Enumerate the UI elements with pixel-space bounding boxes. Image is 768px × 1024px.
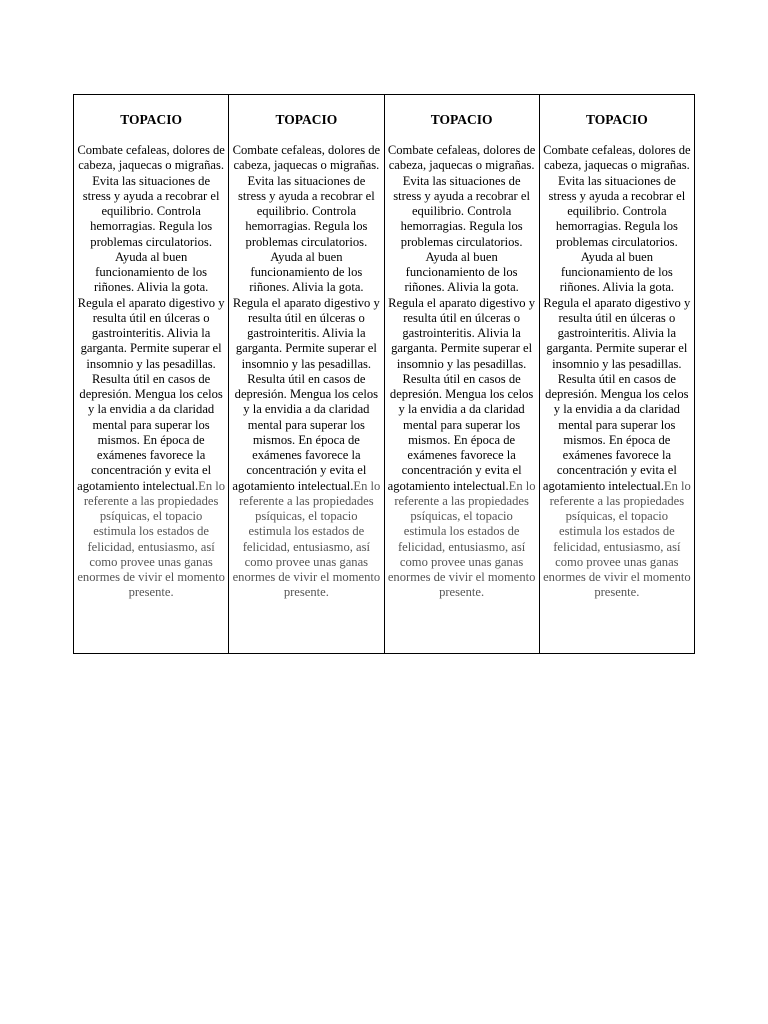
card-1 (74, 95, 229, 653)
card-extra-text: En lo referente a las propiedades psíquicas, el topacio estimula los estados de felicidad, entusiasmo, así como provee unas ganas enormes de vivir el momento presente. (387, 478, 536, 600)
card-body (77, 143, 225, 601)
card-title: TOPACIO (585, 112, 648, 127)
card-title: TOPACIO (430, 112, 493, 127)
card-title: TOPACIO (120, 112, 182, 127)
card-body (232, 143, 380, 601)
card-text: Combate cefaleas, dolores de cabeza, jaquecas o migrañas. Evita las situaciones de stress y ayuda a recobrar el equilibrio. Controla hemorragias. Regula los problemas circulatorios. Ayuda al buen funcionamiento de los riñones. Alivia la gota. Regula el aparato digestivo y resulta útil en úlceras o gastrointeritis. Alivia la garganta. Permite superar el insomnio y las pesadillas. Resulta útil en casos de depresión. Mengua los celos y la envidia a da claridad mental para superar los mismos. En época de exámenes favorece la concentración y evita el agotamiento intelectual. (232, 143, 381, 493)
card-body (388, 143, 536, 601)
bookmark-card-table (73, 94, 695, 654)
card-3 (385, 95, 540, 653)
card-text: Combate cefaleas, dolores de cabeza, jaquecas o migrañas. Evita las situaciones de stress y ayuda a recobrar el equilibrio. Controla hemorragias. Regula los problemas circulatorios. Ayuda al buen funcionamiento de los riñones. Alivia la gota. Regula el aparato digestivo y resulta útil en úlceras o gastrointeritis. Alivia la garganta. Permite superar el insomnio y las pesadillas. Resulta útil en casos de depresión. Mengua los celos y la envidia a da claridad mental para superar los mismos. En época de exámenes favorece la concentración y evita el agotamiento intelectual. (542, 143, 691, 493)
card-title: TOPACIO (275, 112, 338, 127)
card-body (543, 143, 691, 601)
card-extra-text: En lo referente a las propiedades psíquicas, el topacio estimula los estados de felicidad, entusiasmo, así como provee unas ganas enormes de vivir el momento presente. (232, 478, 381, 600)
card-extra-text: En lo referente a las propiedades psíquicas, el topacio estimula los estados de felicidad, entusiasmo, así como provee unas ganas enormes de vivir el momento presente. (543, 478, 691, 600)
card-text: Combate cefaleas, dolores de cabeza, jaquecas o migrañas. Evita las situaciones de stress y ayuda a recobrar el equilibrio. Controla hemorragias. Regula los problemas circulatorios. Ayuda al buen funcionamiento de los riñones. Alivia la gota. Regula el aparato digestivo y resulta útil en úlceras o gastrointeritis. Alivia la garganta. Permite superar el insomnio y las pesadillas. Resulta útil en casos de depresión. Mengua los celos y la envidia a da claridad mental para superar los mismos. En época de exámenes favorece la concentración y evita el agotamiento intelectual. (387, 143, 536, 493)
card-4 (540, 95, 694, 653)
card-extra-text: En lo referente a las propiedades psíquicas, el topacio estimula los estados de felicidad, entusiasmo, así como provee unas ganas enormes de vivir el momento presente. (77, 478, 226, 600)
card-2 (229, 95, 384, 653)
card-text: Combate cefaleas, dolores de cabeza, jaquecas o migrañas. Evita las situaciones de stress y ayuda a recobrar el equilibrio. Controla hemorragias. Regula los problemas circulatorios. Ayuda al buen funcionamiento de los riñones. Alivia la gota. Regula el aparato digestivo y resulta útil en úlceras o gastrointeritis. Alivia la garganta. Permite superar el insomnio y las pesadillas. Resulta útil en casos de depresión. Mengua los celos y la envidia a da claridad mental para superar los mismos. En época de exámenes favorece la concentración y evita el agotamiento intelectual. (77, 143, 225, 493)
